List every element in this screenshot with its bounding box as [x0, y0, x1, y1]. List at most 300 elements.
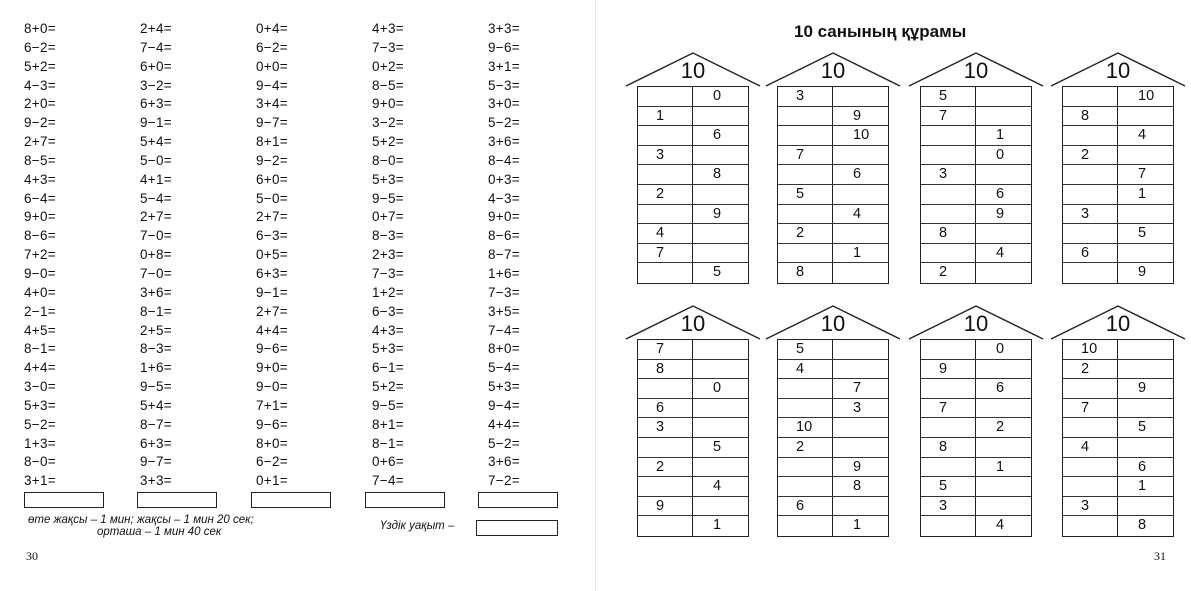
- expression: 5+3=: [488, 379, 520, 395]
- expression: 7−4=: [372, 473, 404, 489]
- grading-legend-line1: өте жақсы – 1 мин; жақсы – 1 мин 20 сек;: [28, 514, 254, 526]
- house-cell-left[interactable]: [1063, 458, 1118, 477]
- expression: 8−6=: [24, 228, 56, 244]
- expression: 4+5=: [24, 322, 56, 338]
- house-cell-right[interactable]: 0: [996, 341, 1005, 357]
- house-cell-left[interactable]: 5: [921, 87, 976, 106]
- expression: 2+4=: [140, 21, 172, 36]
- house-cell-left[interactable]: [778, 126, 833, 145]
- house-cell-right[interactable]: 8: [853, 478, 862, 495]
- house-row: [1063, 477, 1173, 497]
- house-cell-right[interactable]: 1: [713, 517, 722, 534]
- house-row: [778, 165, 888, 185]
- roof-number: 10: [820, 311, 846, 336]
- page-number-right: 31: [1154, 549, 1166, 563]
- house-cell-left[interactable]: 10: [778, 418, 833, 437]
- house-cell-left[interactable]: [921, 379, 976, 398]
- house-cell-left[interactable]: [921, 418, 976, 437]
- expression: 0+7=: [372, 209, 404, 225]
- expression: 9−7=: [140, 454, 172, 470]
- expression: 5−2=: [488, 115, 520, 131]
- house-row: [778, 399, 888, 419]
- expression: 9−6=: [488, 39, 520, 55]
- expression: 4−3=: [24, 77, 56, 93]
- house-cell-left[interactable]: 2: [1063, 360, 1118, 379]
- house-cell-left[interactable]: 8: [778, 263, 833, 283]
- house-cell-right[interactable]: [693, 224, 748, 243]
- expression: 4+4=: [488, 416, 520, 432]
- house-row: [1063, 516, 1173, 536]
- house-row: [638, 360, 748, 380]
- house-cell-right[interactable]: 6: [713, 127, 722, 144]
- house-cell-left[interactable]: 7: [778, 146, 833, 165]
- expression: 5−0=: [140, 152, 172, 168]
- exercise-column-2: [140, 20, 250, 491]
- expression: 3−0=: [24, 379, 56, 395]
- expression: 6+3=: [140, 96, 172, 112]
- expression: 4+4=: [256, 322, 288, 338]
- house-cell-left[interactable]: 3: [921, 497, 976, 516]
- house-grid: [920, 86, 1032, 284]
- house-row: [921, 126, 1031, 146]
- house-cell-right[interactable]: 5: [1138, 225, 1147, 242]
- house-cell-right[interactable]: 5: [713, 264, 722, 281]
- house-row: [921, 360, 1031, 380]
- expression: 3+6=: [488, 134, 520, 150]
- house-row: [638, 516, 748, 536]
- house-cell-right[interactable]: 6: [1138, 458, 1147, 475]
- house-cell-left[interactable]: 6: [638, 399, 693, 418]
- time-box-3[interactable]: [251, 492, 331, 508]
- house-cell-right[interactable]: [693, 185, 748, 204]
- expression: 6+3=: [140, 435, 172, 451]
- house-grid: [637, 86, 749, 284]
- house-cell-right[interactable]: [693, 360, 748, 379]
- expression: 5−3=: [488, 77, 520, 93]
- house-cell-left[interactable]: [921, 146, 976, 165]
- expression: 1+6=: [140, 360, 172, 376]
- house-cell-left[interactable]: 3: [1063, 205, 1118, 224]
- house-cell-right[interactable]: [976, 224, 1031, 243]
- house-cell-right[interactable]: 1: [1138, 478, 1147, 495]
- expression: 3+3=: [140, 473, 172, 489]
- expression: 5−2=: [488, 435, 520, 451]
- house-cell-left[interactable]: 6: [778, 497, 833, 516]
- house-cell-right[interactable]: [833, 360, 888, 379]
- house-cell-right[interactable]: 8: [713, 166, 722, 183]
- house-cell-right[interactable]: 9: [1138, 380, 1147, 397]
- exercise-column-1: [24, 20, 134, 491]
- house-cell-right[interactable]: 6: [996, 380, 1005, 397]
- house-cell-right[interactable]: [976, 87, 1031, 106]
- house-cell-right[interactable]: 1: [853, 517, 862, 534]
- expression: 4−3=: [488, 190, 520, 206]
- house-cell-left[interactable]: [1063, 165, 1118, 184]
- house-cell-left[interactable]: [638, 205, 693, 224]
- house-cell-right[interactable]: [976, 477, 1031, 496]
- house-cell-right[interactable]: [833, 224, 888, 243]
- house-cell-right[interactable]: [693, 107, 748, 126]
- house-row: [921, 244, 1031, 264]
- expression: 8+0=: [256, 435, 288, 451]
- house-cell-right[interactable]: 9: [713, 205, 722, 222]
- house-cell-right[interactable]: [976, 263, 1031, 283]
- expression: 5−2=: [24, 416, 56, 432]
- expression: 4+3=: [24, 171, 56, 187]
- house-cell-left[interactable]: 4: [778, 360, 833, 379]
- house-row: [778, 360, 888, 380]
- house-cell-left[interactable]: [1063, 418, 1118, 437]
- house-row: [778, 516, 888, 536]
- time-box-2[interactable]: [137, 492, 217, 508]
- house-cell-left[interactable]: 7: [921, 399, 976, 418]
- house-cell-left[interactable]: [921, 126, 976, 145]
- house-cell-left[interactable]: [638, 379, 693, 398]
- house-cell-right[interactable]: [976, 107, 1031, 126]
- house-cell-right[interactable]: 1: [996, 458, 1005, 475]
- expression: 6+0=: [256, 171, 288, 187]
- house-row: [638, 458, 748, 478]
- house-cell-left[interactable]: 9: [638, 497, 693, 516]
- house-cell-right[interactable]: 2: [996, 419, 1005, 436]
- house-cell-left[interactable]: 3: [778, 87, 833, 106]
- house-cell-left[interactable]: [921, 458, 976, 477]
- house-cell-left[interactable]: 8: [921, 438, 976, 457]
- house-row: [778, 205, 888, 225]
- time-box-1[interactable]: [24, 492, 104, 508]
- house-cell-right[interactable]: [833, 146, 888, 165]
- expression: 7−3=: [372, 39, 404, 55]
- house-cell-right[interactable]: 4: [713, 478, 722, 495]
- expression: 2+7=: [256, 303, 288, 319]
- house-row: [778, 263, 888, 283]
- house-cell-left[interactable]: [638, 126, 693, 145]
- house-cell-left[interactable]: [1063, 477, 1118, 496]
- house-cell-right[interactable]: [693, 497, 748, 516]
- house-row: [1063, 87, 1173, 107]
- expression: 0+0=: [256, 58, 288, 74]
- expression: 8−0=: [372, 152, 404, 168]
- house-cell-left[interactable]: [778, 205, 833, 224]
- house-grid: [1062, 339, 1174, 537]
- house-cell-left[interactable]: 6: [1063, 244, 1118, 263]
- house-cell-left[interactable]: [638, 263, 693, 283]
- expression: 8−5=: [372, 77, 404, 93]
- expression: 8−5=: [24, 152, 56, 168]
- house-cell-right[interactable]: 7: [1138, 166, 1147, 183]
- house-cell-left[interactable]: 3: [921, 165, 976, 184]
- expression: 3−2=: [140, 77, 172, 93]
- house-cell-right[interactable]: [693, 244, 748, 263]
- house-cell-left[interactable]: [921, 244, 976, 263]
- house-cell-right[interactable]: [1118, 205, 1173, 224]
- house-row: [1063, 224, 1173, 244]
- expression: 5+4=: [140, 134, 172, 150]
- house-cell-right[interactable]: [976, 497, 1031, 516]
- house-cell-right[interactable]: 4: [1138, 127, 1147, 144]
- expression: 9−1=: [140, 115, 172, 131]
- house-row: [1063, 438, 1173, 458]
- house-cell-right[interactable]: 9: [996, 205, 1005, 222]
- house-cell-right[interactable]: [976, 438, 1031, 457]
- house-cell-right[interactable]: 6: [996, 185, 1005, 202]
- house-row: [1063, 185, 1173, 205]
- house-cell-right[interactable]: [693, 399, 748, 418]
- house-cell-right[interactable]: 1: [1138, 185, 1147, 202]
- house-cell-right[interactable]: [833, 263, 888, 283]
- expression: 6+3=: [256, 265, 288, 281]
- house-cell-left[interactable]: 8: [638, 360, 693, 379]
- house-row: [638, 126, 748, 146]
- house-cell-left[interactable]: 2: [778, 438, 833, 457]
- house-cell-left[interactable]: [638, 438, 693, 457]
- expression: 0+5=: [256, 247, 288, 263]
- exercise-column-3: [256, 20, 366, 491]
- house-row: [778, 340, 888, 360]
- house-cell-left[interactable]: 7: [638, 244, 693, 263]
- house-cell-right[interactable]: [1118, 497, 1173, 516]
- house-grid: [920, 339, 1032, 537]
- house-cell-left[interactable]: 2: [638, 185, 693, 204]
- house-row: [778, 185, 888, 205]
- expression: 9−5=: [140, 379, 172, 395]
- expression: 0+4=: [256, 21, 288, 36]
- house-cell-right[interactable]: [693, 340, 748, 359]
- house-cell-left[interactable]: 3: [638, 146, 693, 165]
- house-row: [638, 146, 748, 166]
- expression: 8−1=: [24, 341, 56, 357]
- house-cell-right[interactable]: 9: [853, 107, 862, 124]
- house-cell-left[interactable]: 10: [1063, 340, 1118, 359]
- best-time-box[interactable]: [476, 520, 558, 536]
- house-cell-left[interactable]: 2: [638, 458, 693, 477]
- expression: 9−6=: [256, 416, 288, 432]
- house-row: [1063, 244, 1173, 264]
- house-cell-left[interactable]: 4: [638, 224, 693, 243]
- house-cell-right[interactable]: 10: [1138, 88, 1155, 104]
- house-row: [1063, 107, 1173, 127]
- house-cell-right[interactable]: 1: [996, 127, 1005, 144]
- house-row: [778, 224, 888, 244]
- house-cell-left[interactable]: [778, 458, 833, 477]
- expression: 6−4=: [24, 190, 56, 206]
- house-row: [921, 185, 1031, 205]
- house-cell-left[interactable]: [778, 244, 833, 263]
- expression: 8−1=: [140, 303, 172, 319]
- time-box-5[interactable]: [478, 492, 558, 508]
- house-row: [638, 263, 748, 283]
- house-cell-right[interactable]: [1118, 244, 1173, 263]
- roof-number: 10: [1105, 311, 1131, 336]
- house-cell-right[interactable]: [976, 360, 1031, 379]
- expression: 5−0=: [256, 190, 288, 206]
- house-row: [1063, 360, 1173, 380]
- house-cell-left[interactable]: 2: [921, 263, 976, 283]
- house-cell-right[interactable]: 6: [853, 166, 862, 183]
- house-cell-right[interactable]: 1: [853, 244, 862, 261]
- house-cell-right[interactable]: 4: [996, 244, 1005, 261]
- house-cell-right[interactable]: [976, 165, 1031, 184]
- house-row: [1063, 146, 1173, 166]
- house-cell-right[interactable]: 5: [1138, 419, 1147, 436]
- house-row: [1063, 263, 1173, 283]
- house-cell-right[interactable]: [693, 458, 748, 477]
- expression: 9−2=: [256, 152, 288, 168]
- house-cell-left[interactable]: 3: [638, 418, 693, 437]
- house-cell-left[interactable]: [778, 107, 833, 126]
- house-row: [1063, 379, 1173, 399]
- expression: 9+0=: [24, 209, 56, 225]
- house-cell-left[interactable]: 1: [638, 107, 693, 126]
- grading-legend-line2: орташа – 1 мин 40 сек: [97, 526, 222, 538]
- house-cell-right[interactable]: 0: [713, 380, 722, 397]
- expression: 3+6=: [140, 284, 172, 300]
- house-cell-left[interactable]: [1063, 516, 1118, 536]
- expression: 9−7=: [256, 115, 288, 131]
- house-cell-right[interactable]: 5: [713, 438, 722, 455]
- expression: 3+5=: [488, 303, 520, 319]
- house-cell-right[interactable]: [833, 418, 888, 437]
- roof-number: 10: [1105, 58, 1131, 83]
- house-cell-right[interactable]: 8: [1138, 517, 1147, 534]
- expression: 1+6=: [488, 265, 520, 281]
- house-cell-right[interactable]: [833, 438, 888, 457]
- house-row: [778, 87, 888, 107]
- expression: 8+1=: [256, 134, 288, 150]
- house-cell-right[interactable]: 9: [1138, 264, 1147, 281]
- house-row: [921, 399, 1031, 419]
- expression: 3+1=: [24, 473, 56, 489]
- expression: 2−1=: [24, 303, 56, 319]
- house-cell-left[interactable]: [778, 379, 833, 398]
- expression: 2+3=: [372, 247, 404, 263]
- expression: 5−4=: [488, 360, 520, 376]
- house-row: [1063, 458, 1173, 478]
- roof-number: 10: [680, 311, 706, 336]
- expression: 6−1=: [372, 360, 404, 376]
- house-cell-left[interactable]: 8: [921, 224, 976, 243]
- house-cell-left[interactable]: [921, 205, 976, 224]
- house-cell-right[interactable]: [1118, 360, 1173, 379]
- house-cell-left[interactable]: [1063, 87, 1118, 106]
- house-row: [1063, 497, 1173, 517]
- expression: 0+6=: [372, 454, 404, 470]
- house-cell-left[interactable]: [778, 477, 833, 496]
- expression: 5+3=: [372, 341, 404, 357]
- expression: 3+6=: [488, 454, 520, 470]
- house-cell-right[interactable]: 0: [996, 146, 1005, 163]
- expression: 8+1=: [372, 416, 404, 432]
- house-row: [1063, 418, 1173, 438]
- house-cell-left[interactable]: 5: [921, 477, 976, 496]
- expression: 7+2=: [24, 247, 56, 263]
- house-cell-left[interactable]: 7: [1063, 399, 1118, 418]
- house-cell-right[interactable]: [1118, 399, 1173, 418]
- house-cell-right[interactable]: [693, 146, 748, 165]
- best-time-label: Үздік уақыт –: [380, 520, 455, 532]
- expression: 5+2=: [24, 58, 56, 74]
- expression: 7−4=: [488, 322, 520, 338]
- house-cell-left[interactable]: [638, 516, 693, 536]
- house-cell-right[interactable]: [1118, 438, 1173, 457]
- house-cell-left[interactable]: [921, 516, 976, 536]
- house-cell-right[interactable]: 9: [853, 458, 862, 475]
- house-cell-left[interactable]: [1063, 185, 1118, 204]
- house-cell-left[interactable]: [921, 340, 976, 359]
- house-row: [921, 146, 1031, 166]
- house-cell-right[interactable]: [1118, 340, 1173, 359]
- house-cell-left[interactable]: [638, 165, 693, 184]
- house-cell-left[interactable]: 7: [921, 107, 976, 126]
- house-cell-left[interactable]: [921, 185, 976, 204]
- house-cell-right[interactable]: 4: [853, 205, 862, 222]
- house-grid: [777, 86, 889, 284]
- house-cell-right[interactable]: [693, 418, 748, 437]
- expression: 5+2=: [372, 134, 404, 150]
- house-cell-right[interactable]: [1118, 146, 1173, 165]
- house-cell-right[interactable]: 7: [853, 380, 862, 397]
- house-cell-left[interactable]: 5: [778, 340, 833, 359]
- house-row: [1063, 399, 1173, 419]
- house-cell-left[interactable]: 5: [778, 185, 833, 204]
- house-cell-left[interactable]: [1063, 379, 1118, 398]
- expression: 8−6=: [488, 228, 520, 244]
- house-cell-left[interactable]: 2: [1063, 146, 1118, 165]
- house-cell-left[interactable]: [778, 399, 833, 418]
- expression: 7−0=: [140, 228, 172, 244]
- house-cell-right[interactable]: [1118, 107, 1173, 126]
- house-cell-left[interactable]: [778, 165, 833, 184]
- house-cell-right[interactable]: 4: [996, 517, 1005, 534]
- expression: 6−2=: [256, 39, 288, 55]
- house-cell-left[interactable]: 3: [1063, 497, 1118, 516]
- expression: 7−0=: [140, 265, 172, 281]
- house-row: [778, 107, 888, 127]
- house-cell-left[interactable]: [1063, 224, 1118, 243]
- house-cell-right[interactable]: [833, 87, 888, 106]
- house-cell-left[interactable]: [638, 87, 693, 106]
- house-cell-right[interactable]: [833, 340, 888, 359]
- house-row: [778, 477, 888, 497]
- expression: 4+0=: [24, 284, 56, 300]
- house-row: [1063, 340, 1173, 360]
- house-cell-right[interactable]: 0: [713, 88, 722, 104]
- house-cell-left[interactable]: [1063, 263, 1118, 283]
- house-cell-left[interactable]: 9: [921, 360, 976, 379]
- house-cell-left[interactable]: [778, 516, 833, 536]
- house-cell-left[interactable]: 8: [1063, 107, 1118, 126]
- house-row: [921, 107, 1031, 127]
- expression: 3+3=: [488, 21, 520, 36]
- house-cell-right[interactable]: [976, 399, 1031, 418]
- time-box-4[interactable]: [365, 492, 445, 508]
- house-cell-right[interactable]: 10: [853, 127, 870, 144]
- house-cell-left[interactable]: [638, 477, 693, 496]
- house-cell-left[interactable]: [1063, 126, 1118, 145]
- house-cell-left[interactable]: 4: [1063, 438, 1118, 457]
- exercise-column-4: [372, 20, 482, 491]
- house-cell-right[interactable]: [833, 497, 888, 516]
- expression: 9−5=: [372, 397, 404, 413]
- house-cell-left[interactable]: 2: [778, 224, 833, 243]
- expression: 8−3=: [372, 228, 404, 244]
- house-cell-right[interactable]: 3: [853, 399, 862, 416]
- house-cell-right[interactable]: [833, 185, 888, 204]
- expression: 3−2=: [372, 115, 404, 131]
- expression: 0+3=: [488, 171, 520, 187]
- expression: 9−5=: [372, 190, 404, 206]
- house-cell-left[interactable]: 7: [638, 340, 693, 359]
